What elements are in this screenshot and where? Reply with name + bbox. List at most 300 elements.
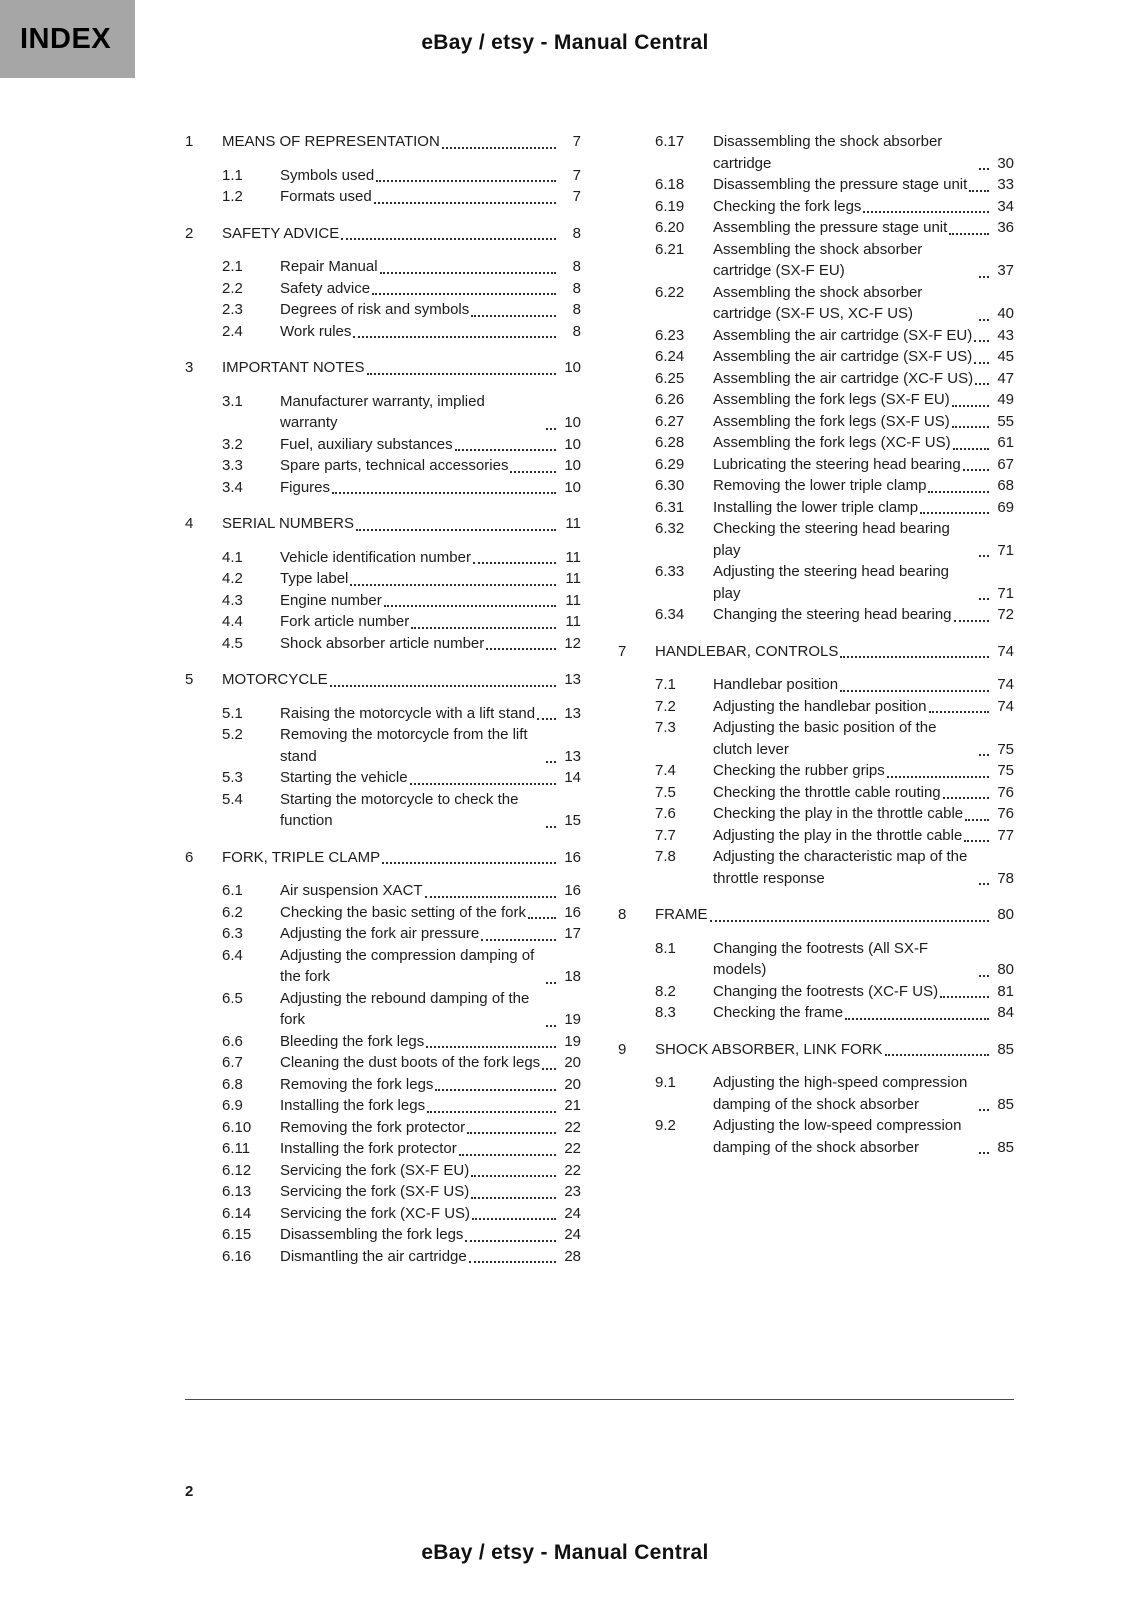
entry-page-number: 10: [564, 359, 581, 376]
entry-body: [222, 357, 581, 379]
dot-leader: [471, 1160, 556, 1178]
entry-number: 6.6: [222, 1032, 243, 1050]
entry-title: Bleeding the fork legs: [280, 1032, 425, 1050]
dot-leader: [546, 789, 556, 828]
entry-number: 6.12: [222, 1161, 252, 1179]
entry-title: Changing the footrests (XC-F US): [713, 982, 939, 1000]
toc-subsection-entry: [185, 455, 581, 477]
dot-leader: [952, 389, 989, 407]
dot-leader: [940, 981, 989, 999]
entry-page-number: 22: [564, 1161, 581, 1179]
entry-body: [280, 923, 581, 945]
entry-number: 3.3: [222, 457, 243, 474]
dot-leader: [426, 1031, 556, 1049]
entry-body: [713, 174, 1014, 196]
entry-number: 5.4: [222, 790, 243, 808]
entry-title: Adjusting the handlebar position: [713, 697, 927, 715]
entry-title: Assembling the fork legs (XC-F US): [713, 434, 951, 451]
entry-page-number: 61: [997, 434, 1014, 451]
toc-subsection-entry: [618, 782, 1014, 804]
dot-leader: [979, 518, 989, 557]
entry-title: Assembling the pressure stage unit: [713, 219, 948, 236]
dot-leader: [459, 1138, 556, 1156]
entry-body: [280, 434, 581, 456]
dot-leader: [546, 391, 556, 430]
entry-body: [713, 368, 1014, 390]
entry-number: 1.2: [222, 188, 243, 205]
entry-title: Assembling the shock absorber cartridge (SX-F EU): [713, 240, 923, 279]
entry-page-number: 67: [997, 455, 1014, 473]
dot-leader: [546, 945, 556, 984]
entry-body: [280, 767, 581, 789]
entry-number: 6.7: [222, 1054, 243, 1071]
entry-title: Raising the motorcycle with a lift stand: [280, 704, 536, 722]
dot-leader: [486, 633, 556, 651]
entry-title: MEANS OF REPRESENTATION: [222, 133, 440, 150]
entry-body: [280, 1095, 581, 1117]
entry-number: 6.23: [655, 326, 685, 344]
entry-title: Type label: [280, 570, 349, 587]
entry-body: [280, 455, 581, 477]
dot-leader: [481, 923, 556, 941]
entry-page-number: 76: [997, 805, 1014, 822]
entry-number: 6.27: [655, 412, 685, 430]
entry-title: Checking the fork legs: [713, 197, 862, 215]
entry-title: Adjusting the rebound damping of the fork: [280, 989, 530, 1028]
entry-page-number: 12: [564, 634, 581, 652]
toc-subsection-entry: [618, 561, 1014, 604]
toc-section-entry: [185, 223, 581, 245]
entry-title: Removing the lower triple clamp: [713, 477, 927, 494]
table-of-contents: [185, 131, 1014, 1267]
toc-subsection-entry: [185, 923, 581, 945]
entry-body: [713, 454, 1014, 476]
dot-leader: [979, 1115, 989, 1154]
entry-number: 1.1: [222, 166, 243, 184]
entry-number: 4.4: [222, 613, 243, 630]
entry-page-number: 16: [564, 848, 581, 866]
toc-subsection-entry: [618, 825, 1014, 847]
entry-title: IMPORTANT NOTES: [222, 359, 365, 376]
toc-subsection-entry: [618, 325, 1014, 347]
entry-title: Checking the basic setting of the fork: [280, 903, 526, 921]
entry-body: [280, 988, 581, 1031]
dot-leader: [442, 131, 556, 149]
entry-page-number: 74: [997, 676, 1014, 693]
entry-body: [280, 1181, 581, 1203]
entry-number: 9.1: [655, 1074, 676, 1091]
entry-page-number: 10: [564, 435, 581, 453]
entry-title: Adjusting the fork air pressure: [280, 925, 480, 942]
entry-number: 4.1: [222, 548, 243, 566]
toc-subsection-entry: [185, 767, 581, 789]
toc-subsection-entry: [618, 174, 1014, 196]
entry-title: Spare parts, technical accessories: [280, 457, 509, 474]
entry-title: Changing the footrests (All SX-F models): [713, 939, 929, 978]
dot-leader: [546, 724, 556, 763]
entry-page-number: 15: [564, 812, 581, 829]
toc-subsection-entry: [618, 696, 1014, 718]
entry-title: Assembling the air cartridge (SX-F EU): [713, 326, 973, 344]
toc-subsection-entry: [185, 477, 581, 499]
entry-title: Servicing the fork (XC-F US): [280, 1204, 471, 1222]
entry-page-number: 11: [565, 570, 581, 587]
entry-page-number: 16: [564, 903, 581, 921]
entry-number: 6.11: [222, 1140, 251, 1157]
toc-subsection-entry: [185, 1203, 581, 1225]
toc-subsection-entry: [618, 1115, 1014, 1158]
entry-body: [713, 282, 1014, 325]
entry-body: [713, 432, 1014, 454]
dot-leader: [510, 455, 556, 473]
entry-page-number: 8: [572, 279, 581, 297]
dot-leader: [330, 669, 556, 687]
entry-number: 6.8: [222, 1075, 243, 1093]
entry-title: FORK, TRIPLE CLAMP: [222, 848, 381, 866]
entry-number: 9.2: [655, 1117, 676, 1134]
entry-body: [280, 165, 581, 187]
entry-title: Checking the rubber grips: [713, 762, 885, 779]
entry-page-number: 55: [997, 412, 1014, 430]
entry-number: 4: [185, 515, 194, 532]
toc-subsection-entry: [185, 633, 581, 655]
entry-body: [280, 1074, 581, 1096]
entry-page-number: 13: [564, 704, 581, 722]
entry-body: [280, 1117, 581, 1139]
entry-number: 6.10: [222, 1118, 252, 1136]
entry-title: Safety advice: [280, 279, 371, 297]
dot-leader: [887, 760, 989, 778]
entry-title: Formats used: [280, 188, 372, 205]
entry-page-number: 72: [997, 606, 1014, 623]
entry-title: Fork article number: [280, 613, 410, 630]
entry-title: Vehicle identification number: [280, 548, 471, 566]
entry-page-number: 20: [564, 1054, 581, 1071]
entry-number: 6.28: [655, 434, 685, 451]
dot-leader: [376, 165, 556, 183]
entry-title: Installing the lower triple clamp: [713, 498, 919, 516]
dot-leader: [467, 1117, 556, 1135]
toc-subsection-entry: [618, 282, 1014, 325]
entry-title: Degrees of risk and symbols: [280, 301, 470, 318]
toc-subsection-entry: [185, 1160, 581, 1182]
entry-number: 6.20: [655, 219, 685, 236]
entry-page-number: 17: [564, 925, 581, 942]
entry-title: Assembling the fork legs (SX-F EU): [713, 391, 950, 408]
entry-title: HANDLEBAR, CONTROLS: [655, 642, 839, 660]
toc-section-entry: [185, 357, 581, 379]
entry-body: [280, 1246, 581, 1268]
toc-subsection-entry: [618, 368, 1014, 390]
entry-body: [280, 724, 581, 767]
entry-number: 5.3: [222, 769, 243, 786]
entry-page-number: 11: [565, 613, 581, 630]
entry-number: 3.4: [222, 478, 243, 496]
dot-leader: [546, 988, 556, 1027]
entry-body: [222, 223, 581, 245]
entry-page-number: 13: [564, 671, 581, 688]
toc-subsection-entry: [618, 454, 1014, 476]
entry-page-number: 43: [997, 326, 1014, 344]
dot-leader: [845, 1002, 989, 1020]
entry-title: Removing the fork legs: [280, 1075, 434, 1093]
entry-title: Fuel, auxiliary substances: [280, 435, 453, 453]
entry-number: 6.17: [655, 133, 685, 150]
entry-number: 6.22: [655, 283, 685, 301]
entry-title: Adjusting the low-speed compression damping of the shock absorber: [713, 1117, 962, 1156]
entry-body: [280, 547, 581, 569]
entry-body: [713, 497, 1014, 519]
dot-leader: [410, 767, 556, 785]
entry-body: [280, 789, 581, 832]
toc-subsection-entry: [185, 165, 581, 187]
entry-page-number: 49: [997, 391, 1014, 408]
entry-number: 6.2: [222, 903, 243, 921]
dot-leader: [969, 174, 989, 192]
entry-page-number: 36: [997, 219, 1014, 236]
entry-body: [280, 1203, 581, 1225]
toc-subsection-entry: [618, 389, 1014, 411]
entry-title: Assembling the air cartridge (XC-F US): [713, 369, 974, 387]
entry-body: [713, 217, 1014, 239]
entry-title: Engine number: [280, 591, 382, 609]
entry-title: Checking the play in the throttle cable: [713, 805, 964, 822]
entry-number: 6.5: [222, 989, 243, 1007]
entry-number: 4.2: [222, 570, 243, 587]
toc-subsection-entry: [185, 724, 581, 767]
toc-subsection-entry: [618, 475, 1014, 497]
entry-page-number: 28: [564, 1247, 581, 1265]
entry-page-number: 22: [564, 1118, 581, 1136]
toc-subsection-entry: [618, 674, 1014, 696]
toc-section-entry: [618, 641, 1014, 663]
entry-page-number: 85: [997, 1138, 1014, 1156]
entry-title: Starting the motorcycle to check the function: [280, 790, 519, 829]
entry-body: [655, 641, 1014, 663]
entry-title: Dismantling the air cartridge: [280, 1247, 467, 1265]
entry-body: [713, 346, 1014, 368]
dot-leader: [353, 321, 556, 339]
entry-page-number: 68: [997, 477, 1014, 494]
entry-body: [280, 477, 581, 499]
dot-leader: [920, 497, 989, 515]
entry-page-number: 10: [564, 478, 581, 496]
dot-leader: [964, 825, 989, 843]
index-label: INDEX: [20, 22, 112, 55]
entry-number: 7: [618, 642, 627, 660]
entry-title: Repair Manual: [280, 258, 378, 275]
toc-subsection-entry: [185, 278, 581, 300]
entry-number: 6.13: [222, 1183, 252, 1200]
toc-subsection-entry: [185, 1138, 581, 1160]
dot-leader: [979, 282, 989, 321]
dot-leader: [965, 803, 989, 821]
dot-leader: [469, 1246, 556, 1264]
dot-leader: [455, 434, 556, 452]
toc-subsection-entry: [185, 945, 581, 988]
toc-subsection-entry: [618, 717, 1014, 760]
toc-subsection-entry: [185, 434, 581, 456]
entry-number: 6.25: [655, 369, 685, 387]
entry-page-number: 80: [997, 906, 1014, 923]
entry-page-number: 80: [997, 961, 1014, 978]
dot-leader: [341, 223, 556, 241]
entry-title: Adjusting the steering head bearing play: [713, 563, 950, 602]
dot-leader: [979, 846, 989, 885]
entry-number: 2.1: [222, 258, 243, 275]
toc-subsection-entry: [185, 1246, 581, 1268]
entry-number: 7.2: [655, 697, 676, 715]
entry-number: 5: [185, 671, 194, 688]
dot-leader: [974, 346, 989, 364]
entry-page-number: 13: [564, 747, 581, 765]
toc-subsection-entry: [618, 432, 1014, 454]
entry-page-number: 7: [572, 166, 581, 184]
entry-title: Checking the steering head bearing play: [713, 520, 950, 559]
entry-number: 3.1: [222, 392, 243, 410]
entry-body: [713, 938, 1014, 981]
entry-page-number: 37: [997, 262, 1014, 279]
entry-body: [280, 945, 581, 988]
entry-title: Removing the fork protector: [280, 1118, 466, 1136]
dot-leader: [435, 1074, 556, 1092]
toc-column: [618, 131, 1014, 1267]
entry-body: [713, 518, 1014, 561]
dot-leader: [473, 547, 556, 565]
entry-body: [713, 825, 1014, 847]
entry-page-number: 10: [564, 457, 581, 474]
toc-section-entry: [618, 1039, 1014, 1061]
entry-number: 7.3: [655, 719, 676, 736]
entry-number: 5.1: [222, 704, 243, 722]
toc-subsection-entry: [185, 568, 581, 590]
entry-title: Manufacturer warranty, implied warranty: [280, 392, 485, 431]
toc-subsection-entry: [618, 1002, 1014, 1024]
toc-subsection-entry: [618, 217, 1014, 239]
toc-subsection-entry: [618, 346, 1014, 368]
header-title: eBay / etsy - Manual Central: [421, 31, 709, 54]
toc-subsection-entry: [618, 604, 1014, 626]
entry-title: Changing the steering head bearing: [713, 606, 952, 623]
entry-title: Servicing the fork (SX-F US): [280, 1183, 470, 1200]
toc-subsection-entry: [618, 239, 1014, 282]
entry-body: [280, 703, 581, 725]
toc-subsection-entry: [185, 988, 581, 1031]
toc-column: [185, 131, 581, 1267]
entry-page-number: 11: [565, 515, 581, 532]
toc-subsection-entry: [185, 1181, 581, 1203]
entry-page-number: 45: [997, 348, 1014, 365]
entry-number: 4.3: [222, 591, 243, 609]
entry-title: Figures: [280, 478, 331, 496]
dot-leader: [372, 278, 556, 296]
toc-subsection-entry: [618, 518, 1014, 561]
toc-subsection-entry: [618, 760, 1014, 782]
entry-body: [222, 131, 581, 153]
page-number: 2: [185, 1483, 194, 1500]
entry-page-number: 40: [997, 305, 1014, 322]
entry-number: 6.4: [222, 946, 243, 964]
entry-body: [713, 325, 1014, 347]
entry-number: 6.15: [222, 1226, 252, 1243]
entry-body: [713, 782, 1014, 804]
dot-leader: [952, 411, 989, 429]
entry-title: Adjusting the high-speed compression damping of the shock absorber: [713, 1074, 968, 1113]
dot-leader: [979, 1072, 989, 1111]
entry-number: 6.24: [655, 348, 685, 365]
entry-body: [713, 846, 1014, 889]
entry-number: 8: [618, 906, 627, 923]
entry-number: 6.33: [655, 563, 685, 580]
entry-number: 6.32: [655, 520, 685, 537]
entry-page-number: 74: [997, 697, 1014, 715]
entry-number: 2.2: [222, 279, 243, 297]
entry-page-number: 11: [565, 591, 581, 609]
dot-leader: [427, 1095, 556, 1113]
entry-page-number: 77: [997, 826, 1014, 844]
entry-number: 7.6: [655, 805, 676, 822]
entry-page-number: 14: [564, 769, 581, 786]
entry-number: 7.7: [655, 826, 676, 844]
toc-subsection-entry: [185, 789, 581, 832]
entry-number: 6.1: [222, 882, 243, 899]
entry-title: Assembling the shock absorber cartridge (SX-F US, XC-F US): [713, 283, 923, 322]
entry-page-number: 19: [564, 1011, 581, 1028]
entry-page-number: 84: [997, 1004, 1014, 1021]
dot-leader: [963, 454, 989, 472]
entry-body: [655, 1039, 1014, 1061]
entry-page-number: 75: [997, 762, 1014, 779]
entry-number: 7.8: [655, 848, 676, 865]
dot-leader: [975, 368, 989, 386]
entry-number: 3: [185, 359, 194, 376]
entry-body: [713, 1002, 1014, 1024]
toc-subsection-entry: [185, 547, 581, 569]
entry-title: FRAME: [655, 906, 708, 923]
entry-number: 6.30: [655, 477, 685, 494]
entry-page-number: 71: [997, 541, 1014, 559]
entry-title: Servicing the fork (SX-F EU): [280, 1161, 470, 1179]
entry-page-number: 8: [572, 224, 581, 242]
dot-leader: [979, 239, 989, 278]
dot-leader: [471, 1181, 556, 1199]
dot-leader: [384, 590, 556, 608]
entry-page-number: 8: [572, 322, 581, 340]
toc-subsection-entry: [618, 938, 1014, 981]
entry-number: 7.5: [655, 783, 676, 801]
entry-body: [280, 1138, 581, 1160]
dot-leader: [953, 432, 989, 450]
entry-page-number: 19: [564, 1032, 581, 1050]
dot-leader: [949, 217, 989, 235]
entry-number: 8.1: [655, 939, 676, 957]
dot-leader: [332, 477, 556, 495]
dot-leader: [425, 880, 556, 898]
entry-title: Starting the vehicle: [280, 769, 408, 786]
entry-body: [222, 847, 581, 869]
dot-leader: [537, 703, 556, 721]
entry-title: Checking the throttle cable routing: [713, 783, 941, 801]
toc-subsection-entry: [618, 981, 1014, 1003]
dot-leader: [710, 904, 990, 922]
entry-page-number: 85: [997, 1095, 1014, 1113]
dot-leader: [356, 513, 556, 531]
entry-number: 6.3: [222, 925, 243, 942]
dot-leader: [840, 674, 989, 692]
entry-body: [280, 186, 581, 208]
entry-body: [655, 904, 1014, 926]
entry-page-number: 23: [564, 1183, 581, 1200]
